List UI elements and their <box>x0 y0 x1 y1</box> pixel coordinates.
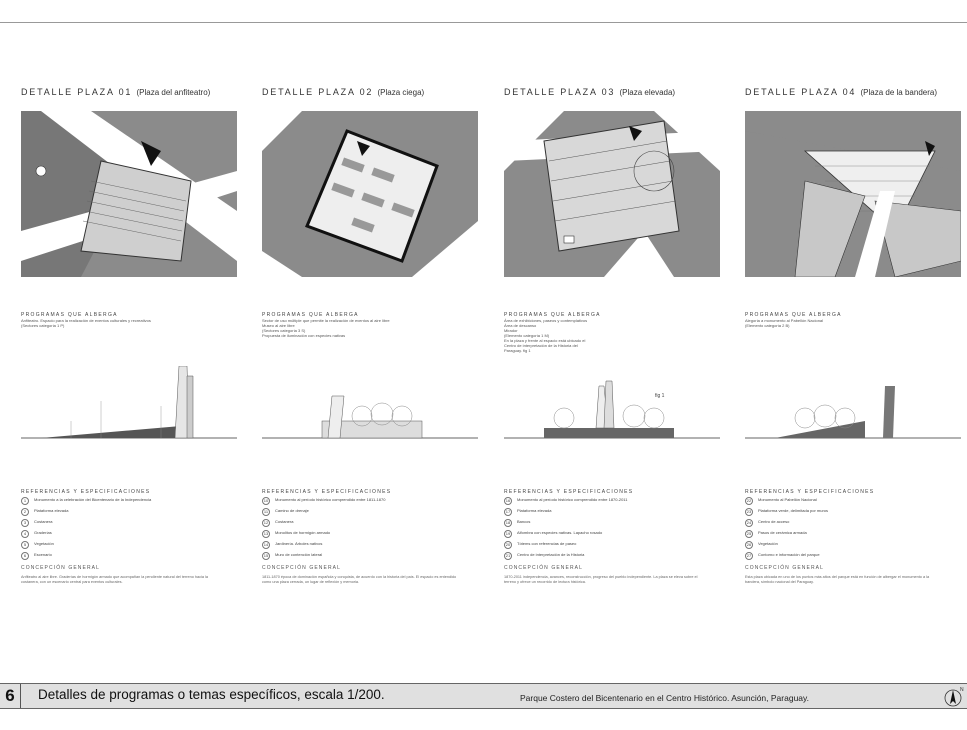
ref-row <box>504 506 736 517</box>
concept-text: Esta plaza ubicada en uno de los puntos más altos del parque está en función de albergar el monumento a la bandera, símbolo nacional del Paraguay. <box>745 575 930 584</box>
ref-row <box>262 528 494 539</box>
ref-row <box>262 539 494 550</box>
ref-text: Graderías <box>34 531 52 536</box>
ref-row <box>745 517 967 528</box>
ref-row <box>745 550 967 561</box>
sheet-title: Detalles de programas o temas específicos, escala 1/200. <box>38 687 385 702</box>
ref-number: 23 <box>746 508 752 514</box>
ref-text: Camino de drenaje <box>275 509 309 514</box>
ref-text: Escenario <box>34 553 52 558</box>
detail-column-plaza-04 <box>745 87 967 584</box>
ref-text: Pasos de cerámica armada <box>758 531 807 536</box>
references-block <box>21 489 253 584</box>
ref-text: Costanera <box>275 520 294 525</box>
concept-heading: CONCEPCIÓN GENERAL <box>504 565 583 571</box>
figure-label: fig 1 <box>655 393 665 399</box>
ref-row <box>745 539 967 550</box>
detail-column-plaza-01 <box>21 87 253 584</box>
ref-row <box>745 495 967 506</box>
ref-row <box>262 550 494 561</box>
ref-text: Vegetación <box>34 542 54 547</box>
ref-number: 1 <box>21 497 29 505</box>
concept-heading: CONCEPCIÓN GENERAL <box>21 565 100 571</box>
ref-number: 16 <box>505 497 511 503</box>
ref-number: 21 <box>505 552 511 558</box>
drawing-sheet <box>0 22 967 710</box>
elevation-plaza-03 <box>504 366 720 446</box>
ref-text: Bancos <box>517 520 531 525</box>
programs-block <box>21 312 253 360</box>
detail-column-plaza-02 <box>262 87 494 584</box>
ref-text: Monumento al Pabellón Nacional <box>758 498 817 503</box>
references-block <box>745 489 967 584</box>
ref-row <box>21 528 253 539</box>
ref-row <box>21 550 253 561</box>
program-line: Museo al aire libre <box>262 323 295 328</box>
ref-text: Alfombra con especies nativas. Lapacho rosado <box>517 531 603 536</box>
ref-number: 27 <box>746 552 752 558</box>
ref-number: 13 <box>263 530 269 536</box>
ref-number: 22 <box>746 497 752 503</box>
detail-title <box>745 87 967 101</box>
program-line: (Elemento categoría 1 M) <box>504 333 550 338</box>
ref-number: 17 <box>505 508 511 514</box>
programs-block <box>745 312 967 360</box>
ref-number: 14 <box>263 541 269 547</box>
ref-number: 19 <box>505 530 511 536</box>
ref-text: Vegetación <box>758 542 778 547</box>
ref-text: Muro de contención lateral <box>275 553 323 558</box>
detail-title-subtitle: (Plaza ciega) <box>377 88 425 97</box>
ref-text: Monumento a la celebración del Bicentenario de la Independencia <box>34 498 152 503</box>
references-block <box>262 489 494 584</box>
program-line: (Elemento categoría 2 B) <box>745 323 790 328</box>
ref-text: Tótems con referencias de paseo <box>517 542 577 547</box>
page-number: 6 <box>0 684 21 708</box>
ref-number: 15 <box>263 552 269 558</box>
program-line: Área de exhibiciones, paseos y contemplativos <box>504 318 588 323</box>
ref-text: Costanera <box>34 520 53 525</box>
concept-heading: CONCEPCIÓN GENERAL <box>262 565 341 571</box>
ref-text: Contorno e información del parque <box>758 553 820 558</box>
detail-column-plaza-03 <box>504 87 736 584</box>
detail-title-main: DETALLE PLAZA 02 <box>262 87 374 97</box>
detail-title <box>504 87 736 101</box>
site-plan-plaza-03 <box>504 111 720 277</box>
ref-row <box>504 539 736 550</box>
program-line: Centro de interpretación de la Historia del <box>504 343 578 348</box>
programs-block <box>504 312 736 360</box>
ref-number: 20 <box>505 541 511 547</box>
refs-heading: REFERENCIAS Y ESPECIFICACIONES <box>262 489 392 495</box>
ref-text: Monumento al período histórico comprendido entre 1811-1870 <box>275 498 386 503</box>
detail-title <box>21 87 253 101</box>
ref-row <box>262 506 494 517</box>
program-line: (Sectores categoría 3 S) <box>262 328 306 333</box>
ref-number: 12 <box>263 519 269 525</box>
title-block <box>0 683 967 709</box>
ref-row <box>21 539 253 550</box>
programs-heading: PROGRAMAS QUE ALBERGA <box>504 312 601 318</box>
detail-title <box>262 87 494 101</box>
refs-heading: REFERENCIAS Y ESPECIFICACIONES <box>504 489 634 495</box>
ref-number: 18 <box>505 519 511 525</box>
programs-heading: PROGRAMAS QUE ALBERGA <box>262 312 359 318</box>
ref-number: 26 <box>746 541 752 547</box>
ref-text: Jardinería. Árboles nativos <box>275 542 323 547</box>
ref-text: Plataforma verde, delimitada por muros <box>758 509 829 514</box>
ref-text: Centro de interpretación de la Historia <box>517 553 585 558</box>
ref-number: 4 <box>21 530 29 538</box>
ref-text: Monolitos de hormigón armado <box>275 531 331 536</box>
site-plan-plaza-04 <box>745 111 961 277</box>
program-line: Alegoría a monumento al Pabellón Nacional <box>745 318 824 323</box>
ref-row <box>262 517 494 528</box>
ref-row <box>745 506 967 517</box>
site-plan-plaza-01 <box>21 111 237 277</box>
program-line: Sector de uso múltiple que permite la realización de eventos al aire libre <box>262 318 390 323</box>
ref-number: 10 <box>263 497 269 503</box>
detail-title-subtitle: (Plaza elevada) <box>619 88 676 97</box>
ref-number: 24 <box>746 519 752 525</box>
detail-title-subtitle: (Plaza de la bandera) <box>860 88 937 97</box>
programs-heading: PROGRAMAS QUE ALBERGA <box>21 312 118 318</box>
concept-text: 1811-1870 época de dominación española y conquista, de acuerdo con la historia del país. El espacio es entendido como una plaza cerrada, un lugar de reflexión y memoria. <box>262 575 457 584</box>
concept-heading: CONCEPCIÓN GENERAL <box>745 565 824 571</box>
ref-row <box>262 495 494 506</box>
ref-row <box>504 495 736 506</box>
references-block <box>504 489 736 584</box>
program-line: Mirador <box>504 328 518 333</box>
concept-text: Anfiteatro al aire libre. Graderías de hormigón armado que acompañan la pendiente natural del terreno hacia la costanera, con un escenario central para eventos culturales. <box>21 575 209 584</box>
ref-text: Centro de acceso <box>758 520 790 525</box>
ref-text: Monumento al período histórico comprendido entre 1870-2011 <box>517 498 628 503</box>
program-line: En la plaza y frente al espacio está ubicado el <box>504 338 586 343</box>
detail-title-main: DETALLE PLAZA 03 <box>504 87 616 97</box>
north-arrow-icon <box>938 685 964 709</box>
ref-text: Plataforma elevada <box>34 509 69 514</box>
elevation-plaza-01 <box>21 366 237 446</box>
program-line: Propuesta de iluminación con especies nativas <box>262 333 346 338</box>
programs-heading: PROGRAMAS QUE ALBERGA <box>745 312 842 318</box>
ref-number: 5 <box>21 541 29 549</box>
site-plan-plaza-02 <box>262 111 478 277</box>
ref-number: 3 <box>21 519 29 527</box>
detail-title-subtitle: (Plaza del anfiteatro) <box>136 88 211 97</box>
elevation-plaza-04 <box>745 366 961 446</box>
detail-title-main: DETALLE PLAZA 01 <box>21 87 133 97</box>
ref-row <box>21 495 253 506</box>
concept-text: 1870-2011 independencia, avances, reconstrucción, progreso del pueblo independiente. La plaza se eleva sobre el terreno y ofrece un recorrido de lectura histórica. <box>504 575 698 584</box>
refs-heading: REFERENCIAS Y ESPECIFICACIONES <box>21 489 151 495</box>
program-line: (Sectores categoría 1 P) <box>21 323 65 328</box>
program-line: Anfiteatro. Espacio para la realización de eventos culturales y recreativos <box>21 318 151 323</box>
ref-row <box>21 517 253 528</box>
refs-heading: REFERENCIAS Y ESPECIFICACIONES <box>745 489 875 495</box>
north-label: N <box>960 687 964 693</box>
ref-row <box>504 550 736 561</box>
ref-number: 2 <box>21 508 29 516</box>
programs-block <box>262 312 494 360</box>
ref-row <box>21 506 253 517</box>
ref-number: 11 <box>263 508 269 514</box>
ref-text: Plataforma elevada <box>517 509 552 514</box>
project-name: Parque Costero del Bicentenario en el Centro Histórico. Asunción, Paraguay. <box>520 693 810 703</box>
ref-number: 6 <box>21 552 29 560</box>
ref-circle <box>36 166 46 176</box>
ref-number: 25 <box>746 530 752 536</box>
ref-row <box>504 528 736 539</box>
program-line: Paraguay. fig 1 <box>504 348 531 353</box>
ref-row <box>745 528 967 539</box>
detail-title-main: DETALLE PLAZA 04 <box>745 87 857 97</box>
program-line: Área de descanso <box>504 323 537 328</box>
elevation-plaza-02 <box>262 366 478 446</box>
ref-row <box>504 517 736 528</box>
